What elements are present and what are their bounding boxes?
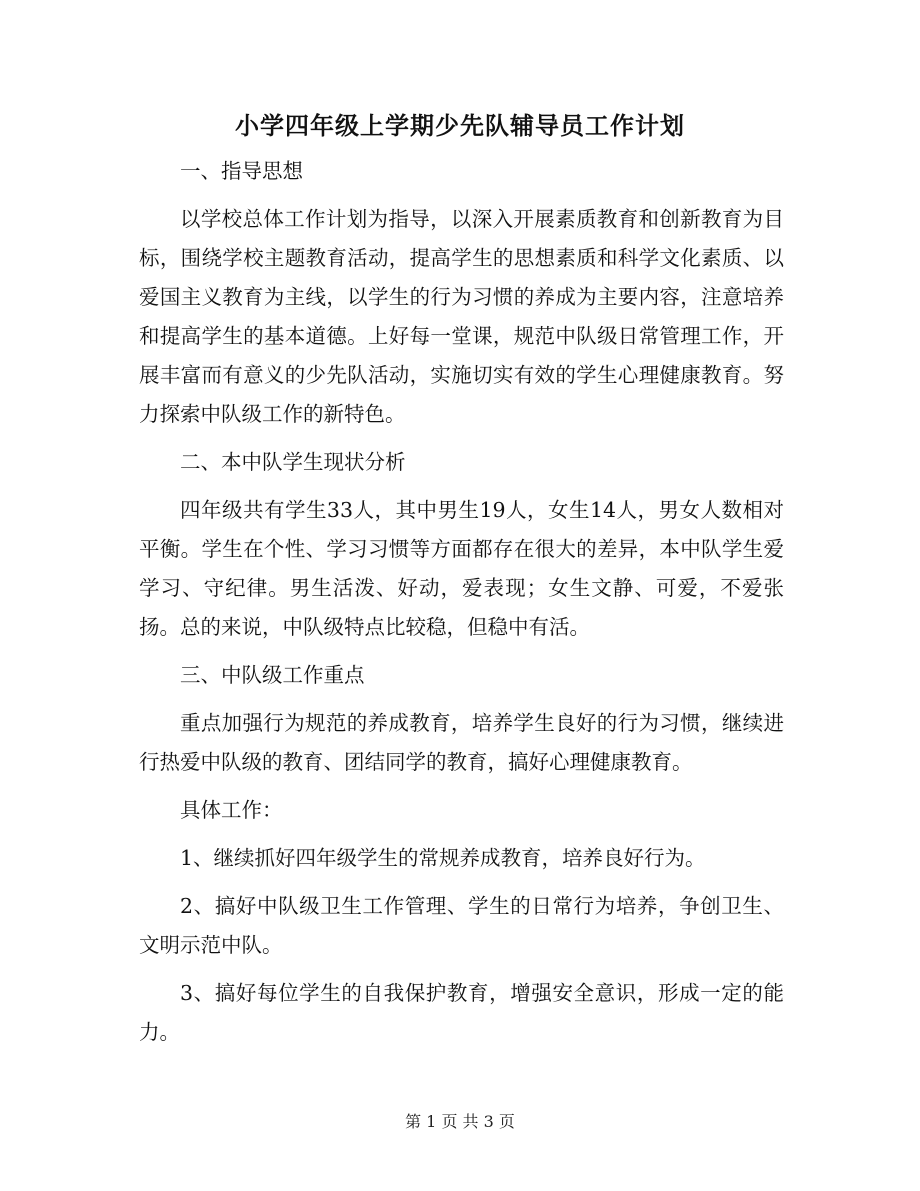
section-paragraph-status-analysis: 四年级共有学生33人，其中男生19人，女生14人，男女人数相对平衡。学生在个性、学习习惯等方面都存在很大的差异，本中队学生爱学习、守纪律。男生活泼、好动，爱表现；女生文静、可爱，不爱张扬。总的来说，中队级特点比较稳，但稳中有活。 bbox=[139, 498, 784, 639]
section-paragraph-work-focus: 重点加强行为规范的养成教育，培养学生良好的行为习惯，继续进行热爱中队级的教育、团结同学的教育，搞好心理健康教育。 bbox=[139, 711, 784, 774]
section-heading-status-analysis: 二、本中队学生现状分析 bbox=[180, 450, 406, 474]
work-item-3: 3、搞好每位学生的自我保护教育，增强安全意识，形成一定的能力。 bbox=[139, 981, 784, 1044]
specific-work-label: 具体工作： bbox=[180, 798, 283, 822]
page-number-footer: 第 1 页 共 3 页 bbox=[405, 1112, 515, 1131]
section-heading-guiding-thought: 一、指导思想 bbox=[180, 159, 303, 183]
work-item-1: 1、继续抓好四年级学生的常规养成教育，培养良好行为。 bbox=[180, 846, 706, 870]
work-item-2: 2、搞好中队级卫生工作管理、学生的日常行为培养，争创卫生、文明示范中队。 bbox=[139, 894, 784, 957]
document-title: 小学四年级上学期少先队辅导员工作计划 bbox=[235, 111, 685, 140]
document-body bbox=[139, 152, 784, 1052]
section-heading-work-focus: 三、中队级工作重点 bbox=[180, 663, 365, 687]
section-paragraph-guiding-thought: 以学校总体工作计划为指导，以深入开展素质教育和创新教育为目标，围绕学校主题教育活动，提高学生的思想素质和科学文化素质、以爱国主义教育为主线，以学生的行为习惯的养成为主要内容，注意培养和提高学生的基本道德。上好每一堂课，规范中队级日常管理工作，开展丰富而有意义的少先队活动，实施切实有效的学生心理健康教育。努力探索中队级工作的新特色。 bbox=[139, 207, 784, 426]
